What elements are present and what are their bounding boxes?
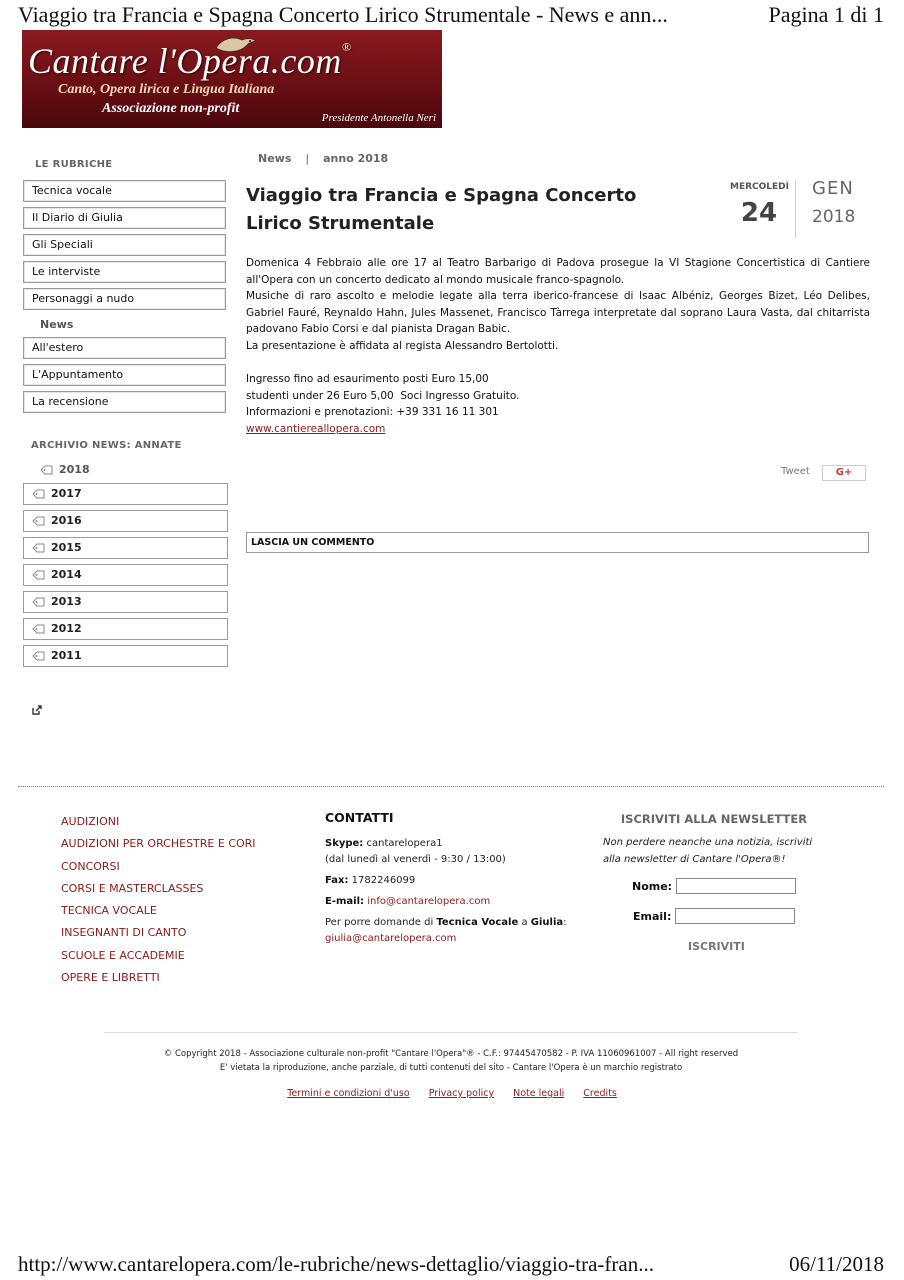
- copyright: [104, 1047, 798, 1075]
- tweet-button[interactable]: Tweet: [781, 466, 810, 477]
- sidebar-item-speciali[interactable]: Gli Speciali: [23, 234, 226, 256]
- copyright-line: E' vietata la riproduzione, anche parziale, di tutti contenuti del sito - Cantare l'Opera è un marchio registrato: [219, 1063, 683, 1073]
- article-paragraph: Domenica 4 Febbraio alle ore 17 al Teatro Barbarigo di Padova prosegue la VI Stagione Concertistica di Cantiere all'Opera con un concerto dedicato al mondo musicale franco-spagnolo.: [246, 257, 870, 286]
- article-paragraph: Musiche di raro ascolto e melodie legate alla terra iberico-francese di Isaac Albéniz, Georges Bizet, Léo Delibes, Gabriel Fauré, Reynaldo Hahn, Jules Massenet, Francisco Tàrrega interpretate dal soprano Laura Vasta, dal chitarrista padovano Fabio Corsi e dal pianista Dragan Babic.: [246, 290, 870, 336]
- print-header: [0, 0, 904, 28]
- print-title: Viaggio tra Francia e Spagna Concerto Lirico Strumentale - News e ann...: [18, 2, 668, 27]
- sidebar-item-diario-giulia[interactable]: Il Diario di Giulia: [23, 207, 226, 229]
- breadcrumb: News | anno 2018: [258, 152, 389, 165]
- archive-year-2015[interactable]: 2015: [23, 537, 228, 559]
- copyright-divider: [104, 1032, 798, 1033]
- sidebar-item-recensione[interactable]: La recensione: [23, 391, 226, 413]
- print-page-number: Pagina 1 di 1: [768, 2, 884, 27]
- newsletter-name-label: Nome:: [632, 880, 673, 893]
- footer-link-concorsi[interactable]: CONCORSI: [61, 859, 120, 873]
- footer-link-audizioni-orchestre[interactable]: AUDIZIONI PER ORCHESTRE E CORI: [61, 837, 256, 851]
- newsletter-name-input[interactable]: [676, 878, 796, 894]
- article-paragraph: La presentazione è affidata al regista Alessandro Bertolotti.: [246, 339, 559, 352]
- rubriche-heading: LE RUBRICHE: [35, 159, 113, 170]
- tag-icon: [32, 489, 45, 499]
- archive-year-2012[interactable]: 2012: [23, 618, 228, 640]
- footer-link-corsi[interactable]: CORSI E MASTERCLASSES: [61, 881, 204, 895]
- newsletter-subtitle: Non perdere neanche una notizia, iscriviti alla newsletter di Cantare l'Opera®!: [603, 837, 813, 865]
- site-logo[interactable]: [22, 30, 442, 128]
- contatti-block: Skype: cantarelopera1 (dal lunedì al venerdì - 9:30 / 13:00) Fax: 1782246099 E-mail: info@cantarelopera.com Per porre domande di Tecnica Vocale a Giulia: giulia@cantarelopera.com: [325, 838, 567, 944]
- article-paragraph: Informazioni e prenotazioni: +39 331 16 11 301: [246, 406, 499, 419]
- legal-link-notes[interactable]: Note legali: [513, 1088, 565, 1099]
- legal-link-credits[interactable]: Credits: [583, 1088, 617, 1099]
- article-paragraph: studenti under 26 Euro 5,00 Soci Ingresso Gratuito.: [246, 389, 520, 402]
- footer-link-audizioni[interactable]: AUDIZIONI: [61, 815, 120, 828]
- newsletter-subscribe-button[interactable]: ISCRIVITI: [688, 940, 745, 953]
- footer-links: [61, 811, 256, 989]
- tag-icon: [32, 651, 45, 661]
- logo-president: Presidente Antonella Neri: [321, 112, 436, 124]
- tag-icon: [32, 597, 45, 607]
- archive-year-2011[interactable]: 2011: [23, 645, 228, 667]
- sidebar-item-personaggi[interactable]: Personaggi a nudo: [23, 288, 226, 310]
- copyright-line: © Copyright 2018 - Associazione culturale non-profit "Cantare l'Opera"® - C.F.: 97445470582 - P. IVA 11060961007 - All right reserved: [163, 1049, 739, 1059]
- date-day: 24: [740, 198, 778, 228]
- date-divider: [795, 180, 796, 238]
- newsletter-heading: ISCRIVITI ALLA NEWSLETTER: [620, 812, 808, 826]
- archive-heading: ARCHIVIO NEWS: ANNATE: [31, 440, 182, 451]
- tag-icon: [32, 570, 45, 580]
- newsletter-email-label: Email:: [633, 910, 672, 923]
- tag-icon: [40, 465, 53, 475]
- footer-link-opere[interactable]: OPERE E LIBRETTI: [61, 971, 160, 985]
- sidebar-item-estero[interactable]: All'estero: [23, 337, 226, 359]
- article-link[interactable]: www.cantiereallopera.com: [246, 422, 386, 435]
- article-title: Viaggio tra Francia e Spagna Concerto Lirico Strumentale: [246, 185, 637, 234]
- tag-icon: [32, 516, 45, 526]
- archive-year-2016[interactable]: 2016: [23, 510, 228, 532]
- contatti-hours: (dal lunedì al venerdì - 9:30 / 13:00): [325, 854, 506, 865]
- email-link[interactable]: info@cantarelopera.com: [367, 896, 491, 907]
- print-date: 06/11/2018: [789, 1252, 884, 1276]
- date-weekday: MERCOLEDÌ: [730, 182, 789, 192]
- archive-year-2017[interactable]: 2017: [23, 483, 228, 505]
- sidebar-item-news-current[interactable]: News: [40, 318, 74, 331]
- leave-comment-button[interactable]: LASCIA UN COMMENTO: [246, 532, 869, 553]
- tag-icon: [32, 624, 45, 634]
- footer-link-scuole[interactable]: SCUOLE E ACCADEMIE: [61, 948, 185, 962]
- legal-link-privacy[interactable]: Privacy policy: [428, 1088, 495, 1099]
- contatti-heading: CONTATTI: [325, 810, 394, 825]
- logo-brand: Cantare l'Opera.com®: [28, 40, 352, 81]
- external-link-icon[interactable]: [31, 704, 43, 716]
- fax-value: 1782246099: [351, 875, 416, 886]
- logo-tagline: Canto, Opera lirica e Lingua Italiana: [58, 82, 275, 97]
- legal-link-terms[interactable]: Termini e condizioni d'uso: [287, 1088, 410, 1099]
- archive-year-current[interactable]: 2018: [40, 463, 90, 476]
- logo-nonprofit: Associazione non-profit: [102, 101, 240, 116]
- article-paragraph: Ingresso fino ad esaurimento posti Euro 15,00: [246, 373, 489, 386]
- sidebar-item-tecnica-vocale[interactable]: Tecnica vocale: [23, 180, 226, 202]
- gplus-button[interactable]: G+: [822, 465, 866, 481]
- article-body: [246, 255, 870, 438]
- footer-divider: [18, 786, 884, 787]
- giulia-email-link[interactable]: giulia@cantarelopera.com: [325, 933, 457, 944]
- breadcrumb-news[interactable]: News: [258, 152, 292, 165]
- print-footer: [0, 1252, 904, 1280]
- date-month: GEN: [812, 178, 854, 199]
- print-url: http://www.cantarelopera.com/le-rubriche/news-dettaglio/viaggio-tra-fran...: [18, 1252, 654, 1276]
- skype-value: cantarelopera1: [366, 838, 443, 849]
- archive-year-2014[interactable]: 2014: [23, 564, 228, 586]
- sidebar-item-interviste[interactable]: Le interviste: [23, 261, 226, 283]
- footer-link-insegnanti[interactable]: INSEGNANTI DI CANTO: [61, 926, 187, 940]
- footer-link-tecnica[interactable]: TECNICA VOCALE: [61, 904, 157, 918]
- sidebar-item-appuntamento[interactable]: L'Appuntamento: [23, 364, 226, 386]
- legal-links: [0, 1088, 904, 1099]
- tag-icon: [32, 543, 45, 553]
- breadcrumb-year[interactable]: anno 2018: [323, 152, 389, 165]
- newsletter-email-input[interactable]: [675, 908, 795, 924]
- date-year: 2018: [812, 207, 856, 227]
- archive-year-2013[interactable]: 2013: [23, 591, 228, 613]
